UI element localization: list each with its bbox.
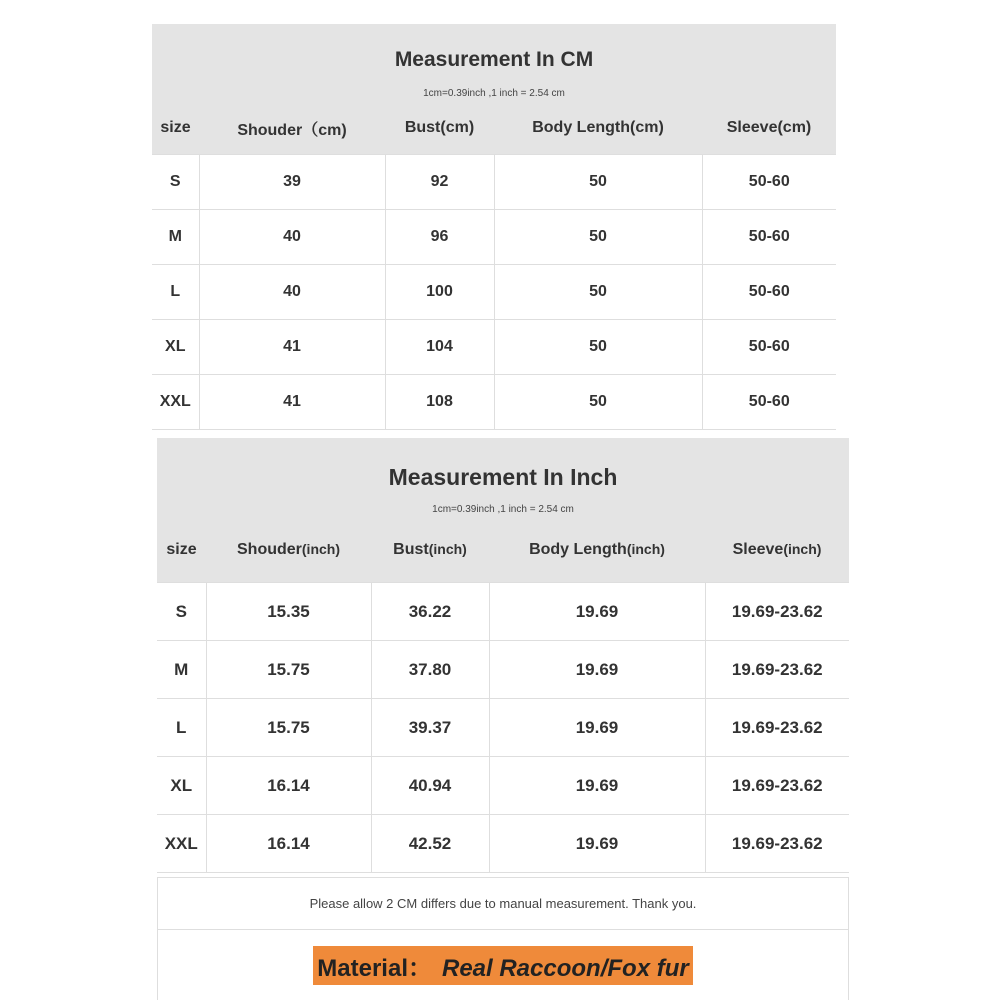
table-row [157, 757, 849, 815]
shoulder-cell: 41 [199, 320, 385, 375]
size-cell: S [152, 155, 199, 210]
cm-table-title: Measurement In CM [394, 48, 594, 71]
shoulder-cell: 15.75 [206, 699, 371, 757]
size-cell: XL [152, 320, 199, 375]
cm-table-conversion-note: 1cm=0.39inch ,1 inch = 2.54 cm [423, 87, 565, 99]
size-cell: XL [157, 757, 206, 815]
bust-cell: 104 [385, 320, 494, 375]
body-length-cell: 50 [494, 265, 702, 320]
body-length-cell: 19.69 [489, 757, 705, 815]
sleeve-cell: 50-60 [702, 155, 836, 210]
table-row [152, 320, 836, 375]
table-row [157, 699, 849, 757]
sleeve-cell: 19.69-23.62 [705, 699, 849, 757]
body-length-cell: 50 [494, 210, 702, 265]
shoulder-cell: 16.14 [206, 757, 371, 815]
body-length-cell: 19.69 [489, 815, 705, 873]
inch-table-conversion-note: 1cm=0.39inch ,1 inch = 2.54 cm [432, 503, 574, 515]
cm-measurement-table [152, 24, 836, 430]
material-label: Material： [317, 954, 432, 982]
inch-header-bust: Bust(inch) [393, 541, 467, 558]
bust-cell: 40.94 [371, 757, 489, 815]
inch-header-sleeve: Sleeve(inch) [732, 541, 822, 558]
disclaimer-text: Please allow 2 CM differs due to manual measurement. Thank you. [309, 896, 697, 911]
table-row [152, 155, 836, 210]
inch-measurement-table [157, 438, 849, 873]
size-cell: XXL [152, 375, 199, 430]
material-highlight [313, 946, 692, 985]
bust-cell: 37.80 [371, 641, 489, 699]
measurement-disclaimer [157, 877, 849, 930]
bust-cell: 42.52 [371, 815, 489, 873]
cm-header-size: size [160, 119, 191, 136]
bust-cell: 100 [385, 265, 494, 320]
cm-header-shoulder: Shouder（cm) [237, 121, 347, 139]
shoulder-cell: 40 [199, 265, 385, 320]
shoulder-cell: 15.35 [206, 583, 371, 641]
sleeve-cell: 50-60 [702, 210, 836, 265]
bust-cell: 92 [385, 155, 494, 210]
shoulder-cell: 15.75 [206, 641, 371, 699]
cm-header-bust: Bust(cm) [404, 119, 475, 136]
sleeve-cell: 50-60 [702, 320, 836, 375]
table-row [152, 375, 836, 430]
size-cell: XXL [157, 815, 206, 873]
table-row [152, 210, 836, 265]
shoulder-cell: 39 [199, 155, 385, 210]
body-length-cell: 50 [494, 155, 702, 210]
sleeve-cell: 19.69-23.62 [705, 815, 849, 873]
size-cell: S [157, 583, 206, 641]
sleeve-cell: 19.69-23.62 [705, 583, 849, 641]
size-cell: L [152, 265, 199, 320]
body-length-cell: 19.69 [489, 641, 705, 699]
table-row [157, 641, 849, 699]
inch-header-body-length: Body Length(inch) [529, 541, 665, 558]
size-cell: L [157, 699, 206, 757]
body-length-cell: 50 [494, 320, 702, 375]
cm-header-body-length: Body Length(cm) [532, 119, 664, 136]
shoulder-cell: 16.14 [206, 815, 371, 873]
body-length-cell: 50 [494, 375, 702, 430]
bust-cell: 36.22 [371, 583, 489, 641]
bust-cell: 39.37 [371, 699, 489, 757]
body-length-cell: 19.69 [489, 699, 705, 757]
material-value: Real Raccoon/Fox fur [441, 954, 689, 982]
sleeve-cell: 19.69-23.62 [705, 641, 849, 699]
bust-cell: 108 [385, 375, 494, 430]
inch-header-shoulder: Shouder(inch) [237, 541, 340, 558]
table-row [152, 265, 836, 320]
table-row [157, 583, 849, 641]
bust-cell: 96 [385, 210, 494, 265]
inch-header-size: size [166, 541, 197, 558]
size-cell: M [157, 641, 206, 699]
body-length-cell: 19.69 [489, 583, 705, 641]
cm-header-sleeve: Sleeve(cm) [726, 119, 812, 136]
sleeve-cell: 50-60 [702, 375, 836, 430]
material-section [157, 930, 849, 1000]
shoulder-cell: 40 [199, 210, 385, 265]
sleeve-cell: 50-60 [702, 265, 836, 320]
size-cell: M [152, 210, 199, 265]
table-row [157, 815, 849, 873]
sleeve-cell: 19.69-23.62 [705, 757, 849, 815]
inch-table-title: Measurement In Inch [388, 463, 618, 490]
shoulder-cell: 41 [199, 375, 385, 430]
